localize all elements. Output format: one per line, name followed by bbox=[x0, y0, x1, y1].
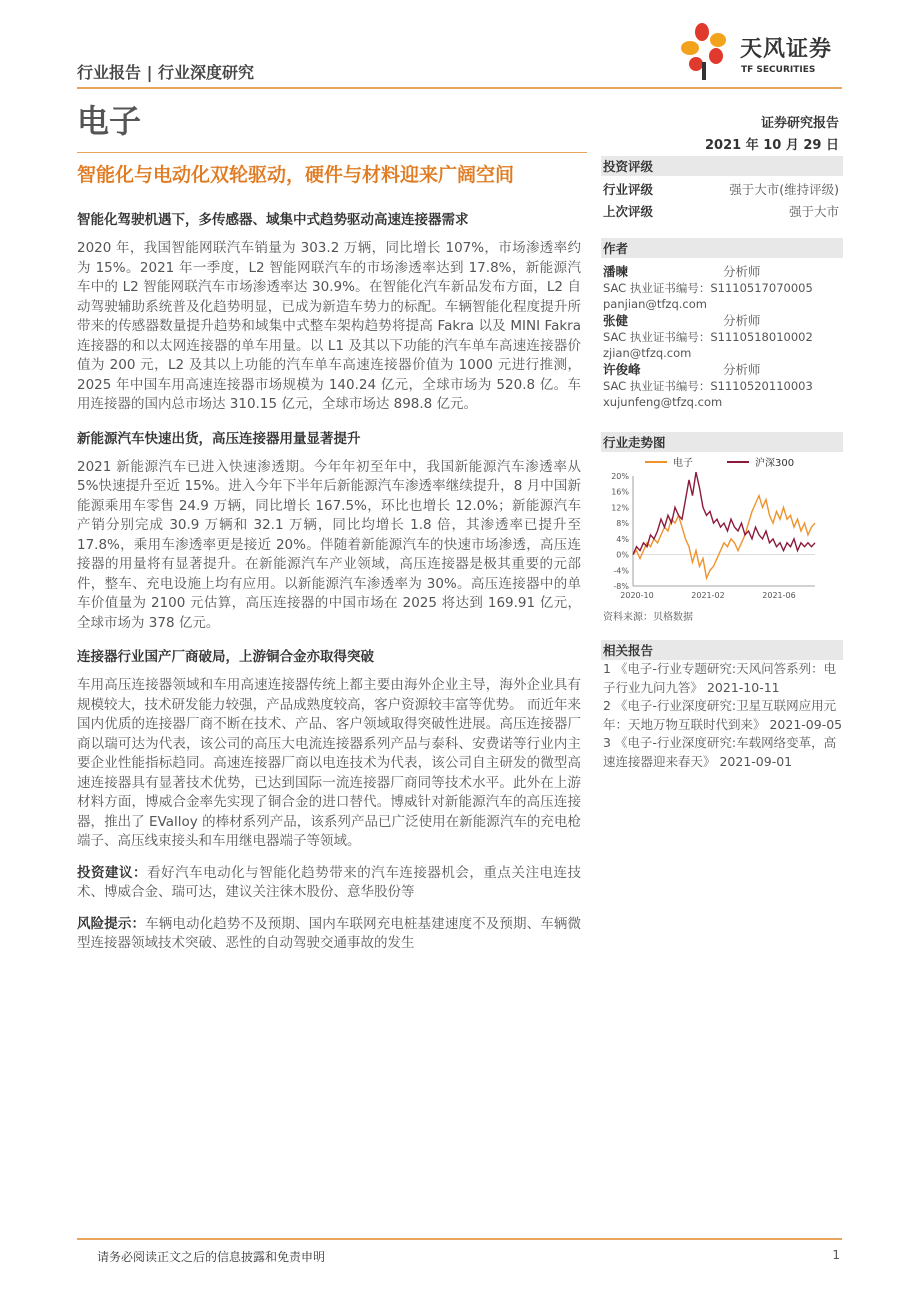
analyst-email: xujunfeng@tfzq.com bbox=[603, 395, 723, 409]
risk-text: 车辆电动化趋势不及预期、国内车联网充电桩基建速度不及预期、车辆微型连接器领域技术突破、恶性的自动驾驶交通事故的发生 bbox=[77, 915, 581, 951]
x-tick-label: 2021-06 bbox=[762, 591, 796, 600]
tf-securities-logo bbox=[680, 22, 850, 82]
related-report-item[interactable]: 2 《电子-行业深度研究:卫星互联网应用元年：天地万物互联时代到来》 2021-09-05 bbox=[603, 698, 843, 732]
risk-warning bbox=[77, 915, 581, 954]
y-tick-label: 20% bbox=[611, 472, 629, 481]
industry-rating-label: 行业评级 bbox=[603, 182, 654, 197]
analyst-email: zjian@tfzq.com bbox=[603, 346, 692, 360]
logo-name-cn: 天风证券 bbox=[740, 37, 833, 62]
report-category: 行业报告 | 行业深度研究 bbox=[77, 63, 254, 82]
y-tick-label: 12% bbox=[611, 503, 629, 513]
section-heading-1: 智能化驾驶机遇下，多传感器、域集中式趋势驱动高速连接器需求 bbox=[77, 212, 469, 228]
previous-rating bbox=[603, 202, 841, 220]
industry-rating-value: 强于大市(维持评级) bbox=[729, 182, 839, 197]
investment-text: 看好汽车电动化与智能化趋势带来的汽车连接器机会，重点关注电连技术、博威合金、瑞可达，建议关注徕木股份、意华股份等 bbox=[77, 864, 582, 900]
trend-heading: 行业走势图 bbox=[601, 432, 843, 452]
x-tick-label: 2021-02 bbox=[691, 591, 725, 600]
analyst-name: 潘暕 bbox=[603, 264, 629, 279]
industry-rating bbox=[603, 180, 841, 198]
analyst-card bbox=[603, 362, 841, 410]
previous-rating-label: 上次评级 bbox=[603, 204, 654, 219]
analyst-email: panjian@tfzq.com bbox=[603, 297, 707, 311]
section-heading-3: 连接器行业国产厂商破局，上游铜合金亦取得突破 bbox=[77, 649, 374, 665]
investment-label: 投资建议： bbox=[77, 864, 148, 881]
analyst-role: 分析师 bbox=[723, 264, 761, 279]
page-number: 1 bbox=[832, 1248, 840, 1262]
analyst-cert: SAC 执业证书编号：S1110520110003 bbox=[603, 379, 813, 393]
related-heading: 相关报告 bbox=[601, 640, 843, 660]
section-heading-2: 新能源汽车快速出货，高压连接器用量显著提升 bbox=[77, 430, 361, 447]
legend-item-electronics bbox=[645, 454, 693, 469]
analyst-card bbox=[603, 313, 841, 361]
risk-label: 风险提示： bbox=[77, 915, 146, 932]
series-line-electronics bbox=[633, 496, 815, 578]
analyst-name: 张健 bbox=[603, 313, 629, 328]
rating-heading: 投资评级 bbox=[601, 156, 843, 176]
y-tick-label: 0% bbox=[616, 550, 629, 560]
y-tick-label: -8% bbox=[613, 582, 629, 591]
related-report-item[interactable]: 3 《电子-行业深度研究:车载网络变革，高速连接器迎来春天》 2021-09-01 bbox=[603, 735, 837, 769]
legend-swatch-csi300 bbox=[727, 461, 749, 463]
footer-divider bbox=[77, 1238, 842, 1240]
report-type: 证券研究报告 bbox=[760, 116, 839, 131]
title-divider bbox=[77, 152, 587, 153]
section-body-3: 车用高压连接器领域和车用高速连接器传统上都主要由海外企业主导，海外企业具有规模较大，技术研发能力较强，产品成熟度较高，客户资源较丰富等优势。 而近年来国内优质的连接器厂商不断在技术、产品、客户领域取得突破性进展。高压连接器厂商以瑞可达为代表，该公司的高压大电流连接器系列产品与泰科、安费诺等行业内主要企业性能指标趋同。高速连接器厂商以电连技术为代表，该公司自主研发的微型高速连接器具有显著技术优势，已达到国际一流连接器厂商同等技术水平。此外在上游材料方面，博威合金率先实现了铜合金的进口替代。博威针对新能源汽车的高压连接器，推出了 EValloy 的棒材系列产品，该系列产品已广泛使用在新能源汽车的充电枪端子、高压线束接头和车用继电器端子等领域。 bbox=[77, 677, 581, 849]
authors-heading: 作者 bbox=[601, 238, 843, 258]
y-tick-label: 8% bbox=[616, 519, 629, 529]
x-tick-label: 2020-10 bbox=[620, 591, 654, 600]
legend-label-electronics: 电子 bbox=[673, 458, 693, 469]
analyst-cert: SAC 执业证书编号：S1110517070005 bbox=[603, 281, 813, 295]
y-tick-label: 4% bbox=[616, 534, 629, 544]
analyst-role: 分析师 bbox=[723, 362, 761, 377]
section-body-1: 2020 年，我国智能网联汽车销量为 303.2 万辆，同比增长 107%，市场渗透率约为 15%。2021 年一季度，L2 智能网联汽车的市场渗透率达到 17.8%，新能源汽车中的 L2 智能网联汽车市场渗透率达 30.9%。在智能化汽车新品发布方面，L2 自动驾驶辅助系统普及化趋势明显，已成为新造车势力的标配。车辆智能化程度提升所带来的传感器数量提升趋势和域集中式整车架构趋势将提高 Fakra 以及 MINI Fakra 连接器的和以太网连接器的单车用量。以 L1 及其以下功能的汽车单车高速连接器价值为 200 元，L2 及其以上功能的汽车单车高速连接器价值为 1000 元进行推测，2025 年中国车用高速连接器市场规模为 140.24 亿元，全球市场为 520.8 亿。车用连接器的国内总市场达 310.15 亿元，全球市场达 898.8 亿元。 bbox=[77, 240, 581, 412]
main-content bbox=[77, 208, 581, 954]
related-report-item[interactable]: 1 《电子-行业专题研究:天风问答系列：电子行业九问九答》 2021-10-11 bbox=[603, 661, 837, 695]
analyst-cert: SAC 执业证书编号：S1110518010002 bbox=[603, 330, 813, 344]
report-date: 2021 年 10 月 29 日 bbox=[705, 138, 839, 153]
analyst-name: 许俊峰 bbox=[603, 362, 641, 377]
y-tick-label: 16% bbox=[611, 487, 629, 497]
industry-trend-chart bbox=[601, 468, 841, 608]
footer-disclaimer: 请务必阅读正文之后的信息披露和免责申明 bbox=[97, 1250, 326, 1264]
logo-name-en: TF SECURITIES bbox=[741, 65, 816, 75]
analyst-card bbox=[603, 264, 841, 312]
previous-rating-value: 强于大市 bbox=[788, 204, 839, 219]
section-body-2: 2021 新能源汽车已进入快速渗透期。今年年初至年中，我国新能源汽车渗透率从 5%快速提升至近 15%。进入今年下半年后新能源汽车渗透率继续提升，8 月中国新能源乘用车零售 24.9 万辆，同比增长 167.5%，环比也增长 12.0%；新能源汽车产销分别完成 30.9 万辆和 32.1 万辆，同比均增长 1.8 倍，其渗透率已提升至 17.8%，乘用车渗透率更是接近 20%。伴随着新能源汽车的快速市场渗透，高压连接器的用量将有显著提升。在新能源汽车产业领域，高压连接器是极其重要的元部件，整车、充电设施上均有应用。以新能源汽车渗透率为 30%。高压连接器中的单车价值量为 2100 元估算，高压连接器的中国市场在 2025 将达到 169.91 亿元，全球市场为 378 亿元。 bbox=[77, 458, 581, 631]
legend-swatch-electronics bbox=[645, 461, 667, 463]
sector-name: 电子 bbox=[77, 102, 142, 140]
legend-label-csi300: 沪深300 bbox=[755, 458, 795, 469]
y-tick-label: -4% bbox=[613, 566, 629, 576]
chart-source: 资料来源：贝格数据 bbox=[603, 612, 693, 623]
related-reports bbox=[603, 660, 843, 771]
legend-item-csi300 bbox=[727, 454, 794, 469]
analyst-role: 分析师 bbox=[723, 313, 761, 328]
logo-flower-icon bbox=[680, 22, 738, 82]
report-title: 智能化与电动化双轮驱动，硬件与材料迎来广阔空间 bbox=[77, 164, 515, 186]
investment-advice bbox=[77, 864, 581, 903]
header-divider bbox=[77, 87, 842, 89]
